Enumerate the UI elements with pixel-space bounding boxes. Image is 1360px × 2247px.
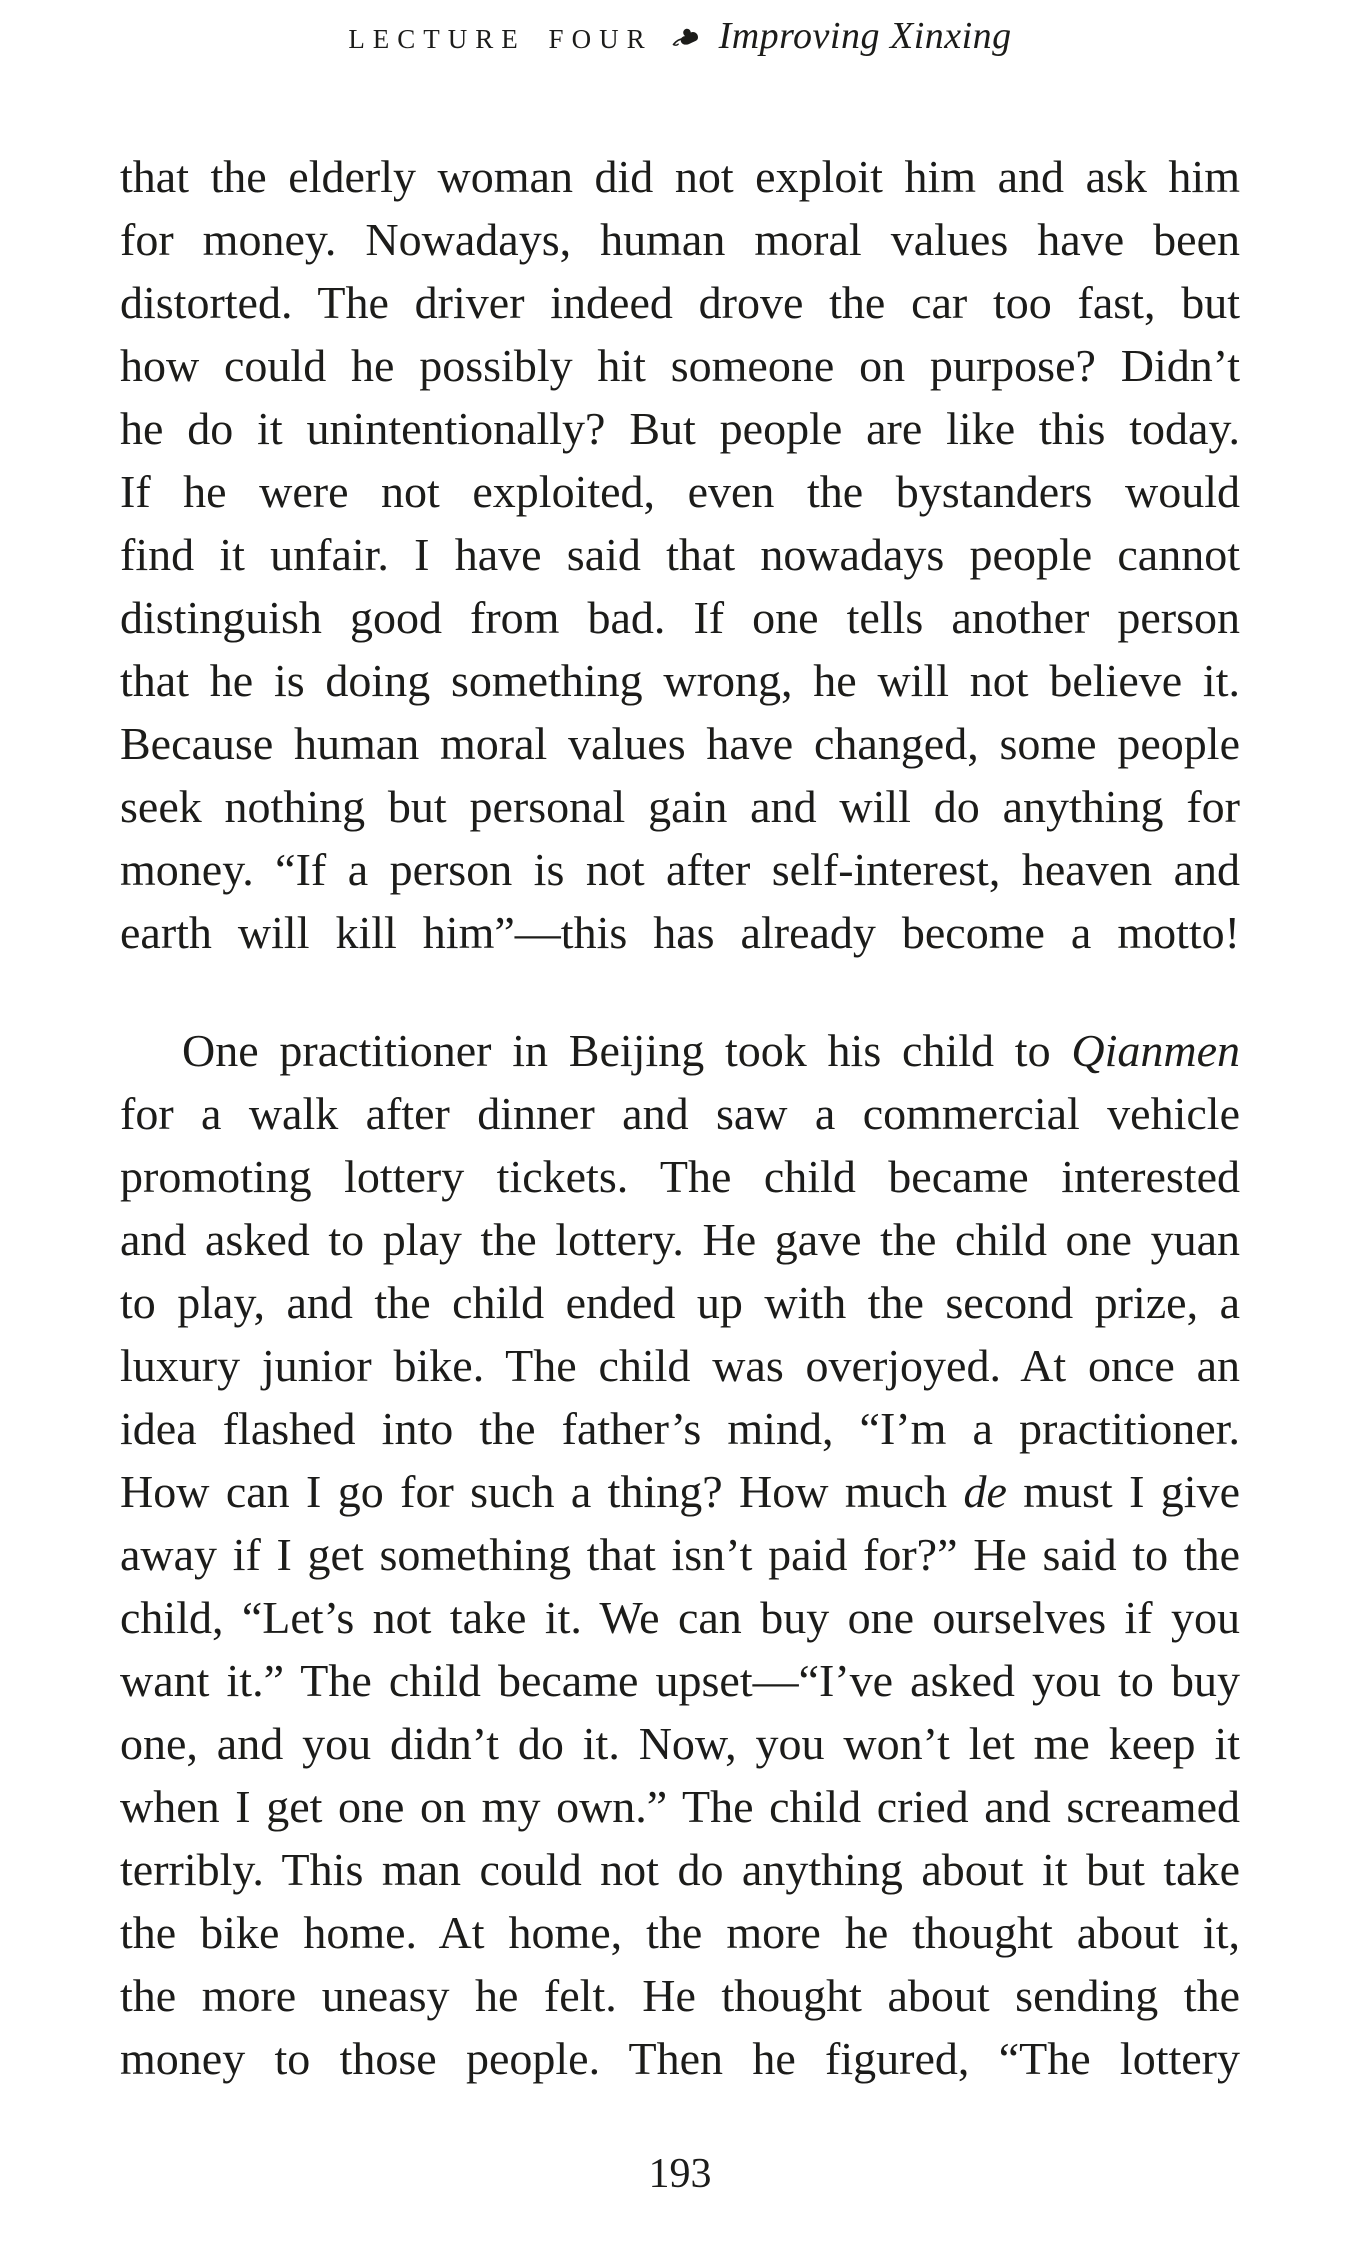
text-line: one, and you didn’t do it. Now, you won’t let me keep it — [120, 1718, 1240, 1769]
running-header — [0, 14, 1360, 58]
chapter-title: Improving Xinxing — [718, 15, 1012, 57]
text-line: that he is doing something wrong, he will not believe it. — [120, 655, 1240, 706]
text-line: and asked to play the lottery. He gave the child one yuan — [120, 1214, 1240, 1265]
text-line: to play, and the child ended up with the second prize, a — [120, 1277, 1240, 1328]
text-line: money to those people. Then he figured, “The lottery — [120, 2033, 1240, 2084]
text-line: the more uneasy he felt. He thought about sending the — [120, 1970, 1240, 2021]
text-line: for money. Nowadays, human moral values have been — [120, 214, 1240, 265]
text-segment: One practitioner in Beijing took his child to — [182, 1025, 1072, 1076]
lecture-label: LECTURE FOUR — [348, 24, 653, 54]
text-line: how could he possibly hit someone on purpose? Didn’t — [120, 340, 1240, 391]
text-line: money. “If a person is not after self-interest, heaven and — [120, 844, 1240, 895]
italic-term: de — [963, 1466, 1007, 1517]
text-line: distorted. The driver indeed drove the car too fast, but — [120, 277, 1240, 328]
text-line: when I get one on my own.” The child cried and screamed — [120, 1781, 1240, 1832]
page-number: 193 — [648, 2151, 712, 2197]
paragraph — [120, 1019, 1240, 2090]
text-line: find it unfair. I have said that nowadays people cannot — [120, 529, 1240, 580]
text-line: he do it unintentionally? But people are like this today. — [120, 403, 1240, 454]
text-line: the bike home. At home, the more he thought about it, — [120, 1907, 1240, 1958]
text-line: Because human moral values have changed, some people — [120, 718, 1240, 769]
fleuron-leaf-icon — [671, 25, 701, 53]
text-line: for a walk after dinner and saw a commercial vehicle — [120, 1088, 1240, 1139]
text-line: terribly. This man could not do anything about it but take — [120, 1844, 1240, 1895]
text-line: If he were not exploited, even the bystanders would — [120, 466, 1240, 517]
text-segment: must I give — [1006, 1466, 1240, 1517]
text-line: seek nothing but personal gain and will do anything for — [120, 781, 1240, 832]
text-line: distinguish good from bad. If one tells another person — [120, 592, 1240, 643]
paragraph — [120, 145, 1240, 964]
text-line: promoting lottery tickets. The child became interested — [120, 1151, 1240, 1202]
text-line: luxury junior bike. The child was overjoyed. At once an — [120, 1340, 1240, 1391]
text-line: earth will kill him”—this has already become a motto! — [120, 907, 1240, 958]
text-line: child, “Let’s not take it. We can buy one ourselves if you — [120, 1592, 1240, 1643]
text-line: away if I get something that isn’t paid for?” He said to the — [120, 1529, 1240, 1580]
text-line: that the elderly woman did not exploit him and ask him — [120, 151, 1240, 202]
text-line: want it.” The child became upset—“I’ve asked you to buy — [120, 1655, 1240, 1706]
text-line — [120, 1019, 1240, 1082]
text-segment: How can I go for such a thing? How much — [120, 1466, 964, 1517]
italic-term: Qianmen — [1071, 1025, 1240, 1076]
body-text — [120, 145, 1240, 2090]
text-line — [120, 1460, 1240, 1523]
text-line: idea flashed into the father’s mind, “I’m a practitioner. — [120, 1403, 1240, 1454]
